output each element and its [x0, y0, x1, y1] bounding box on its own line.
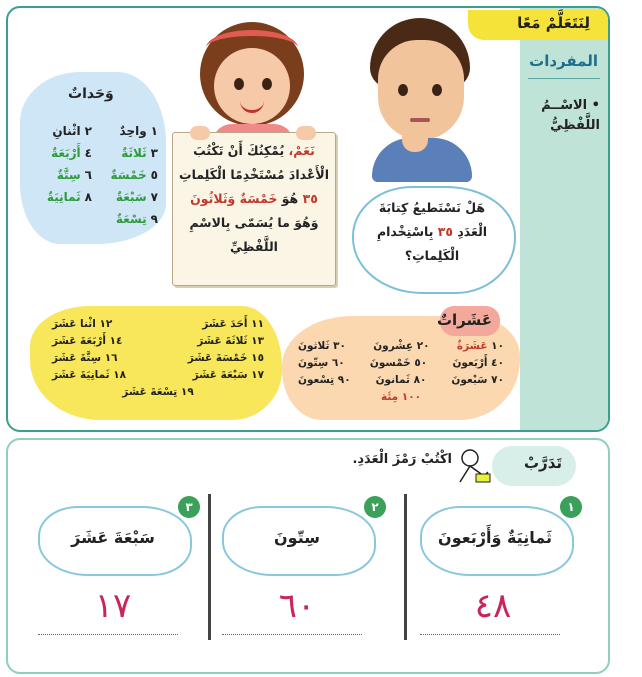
ten-item: ٢٠ عِشْرونَ	[373, 340, 430, 352]
unit-item: ١واحِدٌ	[119, 124, 158, 138]
practice-instruction: اكْتُبْ رَمْزَ الْعَدَدِ.	[352, 452, 452, 467]
task-word: ثَمانِيَةٌ وَأَرْبَعونَ	[438, 528, 552, 547]
task-number-badge: ١	[560, 496, 582, 518]
handwritten-answer[interactable]: ٦٠	[278, 586, 316, 626]
unit-item: ٧سَبْعَةٌ	[115, 190, 158, 204]
boy-eye-icon	[398, 84, 408, 96]
girl-hand	[190, 126, 210, 140]
teen-item: ١٨ ثَمانِيَةَ عَشَرَ	[52, 369, 127, 381]
answer-line	[420, 634, 560, 635]
column-divider	[404, 494, 407, 640]
lesson-banner	[468, 10, 608, 40]
student-writing-icon	[454, 446, 494, 486]
task-word: سِتّونَ	[274, 528, 320, 547]
unit-item: ٤أَرْبَعَةٌ	[51, 146, 92, 160]
handwritten-answer[interactable]: ١٧	[94, 586, 132, 626]
tens-title-tag	[436, 306, 500, 336]
ten-item: ٥٠ خَمْسونَ	[369, 357, 428, 369]
ten-item: ٦٠ سِتّونَ	[298, 357, 345, 369]
answer-line	[38, 634, 178, 635]
teen-item: ١٢ اثْنا عَشَرَ	[52, 318, 113, 330]
ten-item: ١٠ عَشَرَةٌ	[456, 340, 504, 352]
girl-eye-icon	[234, 78, 244, 90]
units-title: وَحَداتٌ	[68, 86, 114, 102]
practice-title: تَدَرَّبْ	[523, 454, 562, 472]
teen-item: ١٩ تِسْعَةَ عَشَرَ	[122, 386, 194, 398]
unit-item: ٥خَمْسَةٌ	[110, 168, 158, 182]
girl-hand	[296, 126, 316, 140]
unit-item: ٢اثْنانِ	[52, 124, 92, 138]
unit-item-empty	[30, 212, 92, 234]
girl-headband	[206, 30, 298, 66]
teen-item: ١٥ خَمْسَةَ عَشَرَ	[187, 352, 264, 364]
lesson-title: لِنَتَعَلَّمْ مَعًا	[517, 14, 590, 32]
vocabulary-divider	[528, 78, 600, 79]
tens-title: عَشَراتٌ	[436, 311, 492, 329]
teens-list	[52, 318, 264, 403]
column-divider	[208, 494, 211, 640]
vocabulary-item: • الاسْــمُ اللَّفْظِيُّ	[541, 98, 600, 133]
unit-item: ٩تِسْعَةٌ	[115, 212, 158, 226]
boy-eye-icon	[432, 84, 442, 96]
explanation-board	[172, 132, 336, 286]
teen-item: ١٦ سِتَّةَ عَشَرَ	[52, 352, 118, 364]
boy-hand	[402, 124, 428, 152]
question-text: هَلْ نَسْتَطيعُ كِتابَةَ الْعَدَدِ ٣٥ بِاسْتِخْدامِ الْكَلِماتِ؟	[376, 200, 488, 263]
units-list	[30, 124, 158, 234]
handwritten-answer[interactable]: ٤٨	[474, 586, 512, 626]
teen-item: ١٤ أَرْبَعَةَ عَشَرَ	[52, 335, 123, 347]
unit-item: ٣ثَلاثَةٌ	[121, 146, 158, 160]
ten-item: ٩٠ تِسْعونَ	[298, 374, 351, 386]
girl-eye-icon	[262, 78, 272, 90]
unit-item: ٨ثَمانِيَةٌ	[46, 190, 92, 204]
practice-badge	[492, 446, 576, 486]
answer-line	[222, 634, 362, 635]
teen-item: ١٣ ثَلاثَةَ عَشَرَ	[197, 335, 264, 347]
ten-item: ٤٠ أَرْبَعونَ	[452, 357, 504, 369]
teen-item: ١١ أَحَدَ عَشَرَ	[202, 318, 264, 330]
unit-item: ٦سِتَّةٌ	[56, 168, 92, 182]
board-text: نَعَمْ، يُمْكِنُكَ أَنْ تَكْتُبَ الْأَعْدادَ مُسْتَخْدِمًا الْكَلِماتِ ٣٥ هُوَ خَمْسَةٌ وَثَلاثُونَ وَهُوَ ما يُسَمّى بِالاسْمِ اللَّفْظِيِّ	[179, 143, 329, 254]
tens-list	[298, 340, 504, 408]
ten-item: ٨٠ ثَمانونَ	[375, 374, 427, 386]
task-number-badge: ٣	[178, 496, 200, 518]
hundred-item: ١٠٠ مِئَة	[380, 391, 422, 403]
ten-item: ٧٠ سَبْعونَ	[451, 374, 504, 386]
vocabulary-term: الاسْــمُ اللَّفْظِيُّ	[541, 98, 600, 133]
task-number-badge: ٢	[364, 496, 386, 518]
teen-item: ١٧ سَبْعَةَ عَشَرَ	[192, 369, 264, 381]
task-word: سَبْعَةَ عَشَرَ	[71, 528, 155, 547]
boy-mouth	[410, 118, 430, 122]
ten-item: ٣٠ ثَلاثونَ	[298, 340, 346, 352]
vocabulary-sidebar	[520, 8, 608, 430]
vocabulary-title: المفردات	[529, 52, 598, 70]
